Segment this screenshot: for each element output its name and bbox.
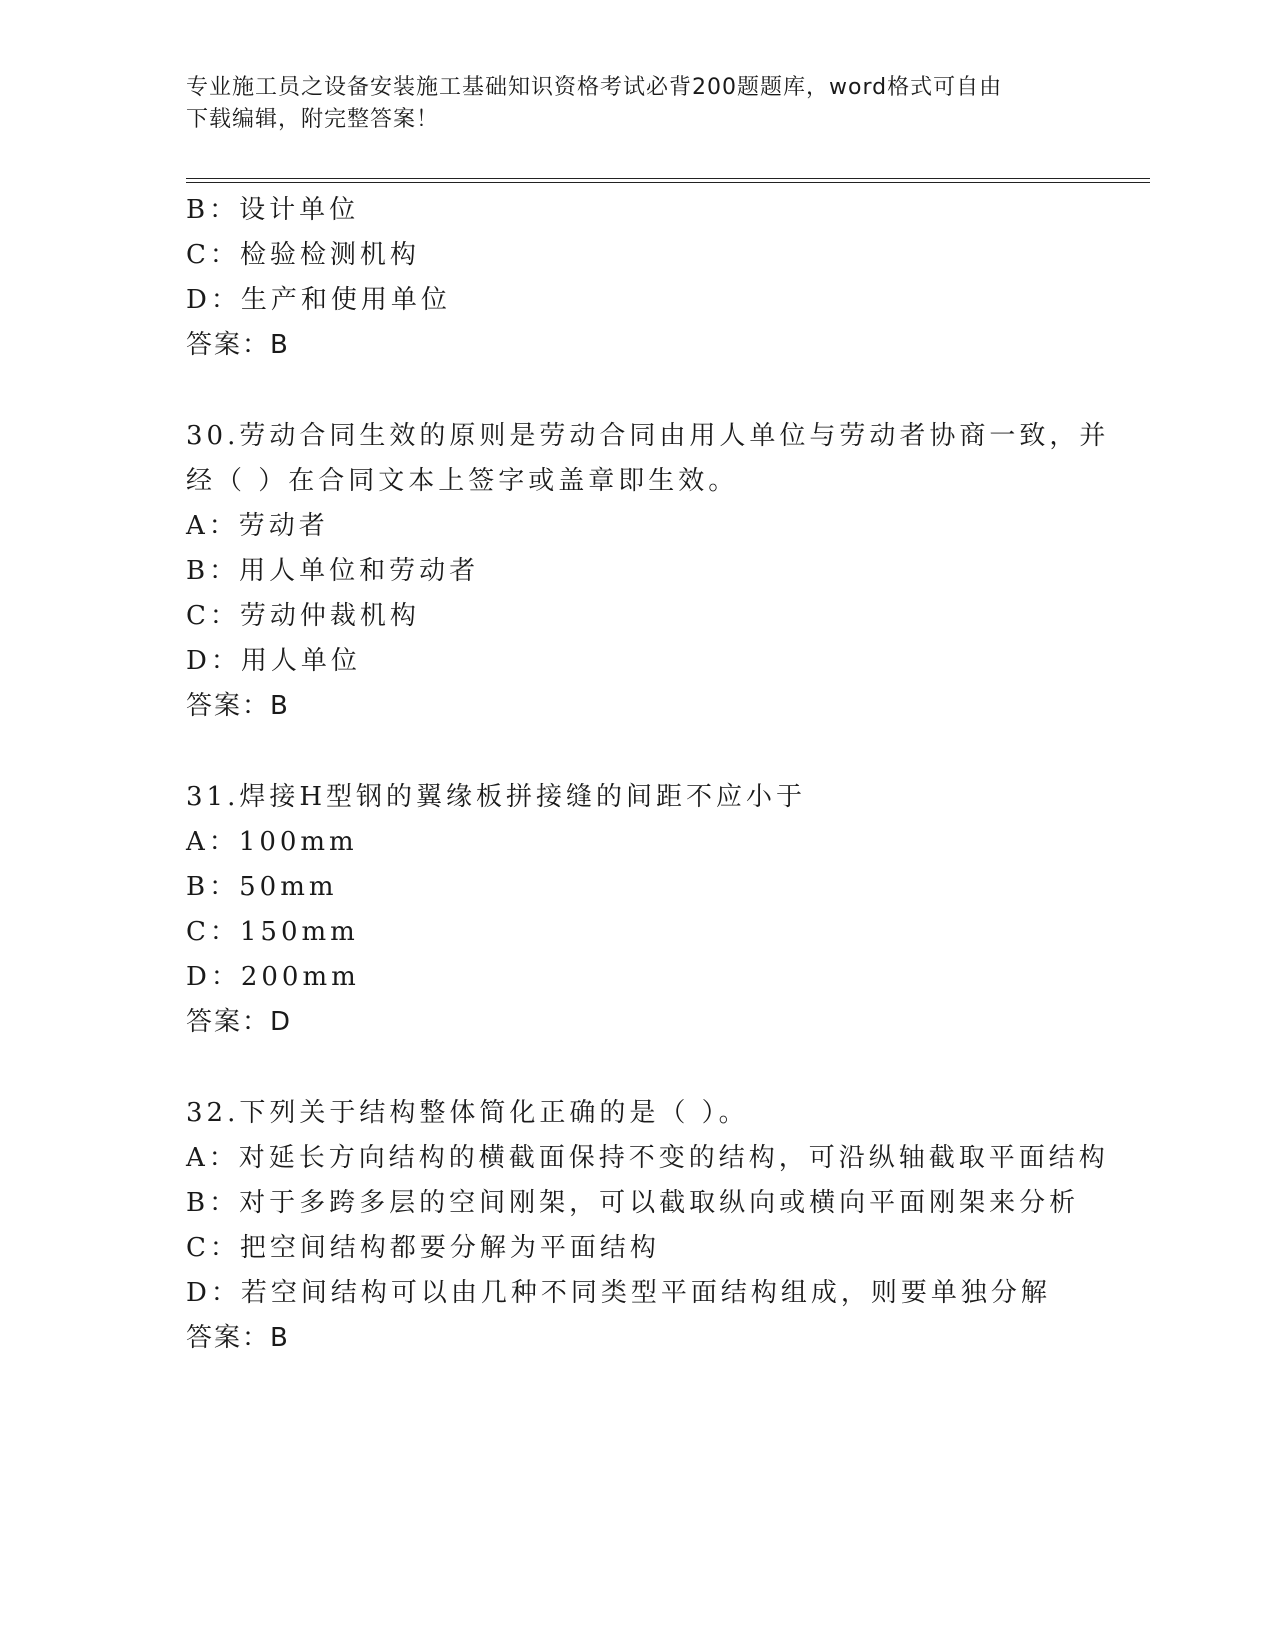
option-d: D：若空间结构可以由几种不同类型平面结构组成，则要单独分解 <box>186 1278 1051 1308</box>
answer-line: 答案：D <box>186 1007 293 1037</box>
answer-line: 答案：B <box>186 691 290 721</box>
answer-line: 答案：B <box>186 1323 290 1353</box>
option-b: B：用人单位和劳动者 <box>186 556 480 586</box>
header-divider-bottom <box>186 182 1150 183</box>
option-c: C：把空间结构都要分解为平面结构 <box>186 1233 660 1263</box>
option-d: D：生产和使用单位 <box>186 285 451 315</box>
question-block-31 <box>186 775 1150 1045</box>
option-c: C：150mm <box>186 917 359 947</box>
option-b: B：50mm <box>186 872 338 902</box>
option-d: D：用人单位 <box>186 646 361 676</box>
option-c: C：检验检测机构 <box>186 240 420 270</box>
option-b: B：设计单位 <box>186 195 360 225</box>
document-header <box>186 72 1086 136</box>
question-block-30 <box>186 414 1150 729</box>
question-content <box>186 188 1150 1361</box>
header-line-1: 专业施工员之设备安装施工基础知识资格考试必背200题题库，word格式可自由 <box>186 75 1003 100</box>
header-line-2: 下载编辑，附完整答案！ <box>186 107 440 132</box>
question-text: 30.劳动合同生效的原则是劳动合同由用人单位与劳动者协商一致，并 <box>186 421 1110 451</box>
answer-line: 答案：B <box>186 330 290 360</box>
option-a: A：100mm <box>186 827 358 857</box>
option-c: C：劳动仲裁机构 <box>186 601 420 631</box>
header-divider-top <box>186 178 1150 179</box>
question-block-32 <box>186 1091 1150 1361</box>
option-d: D：200mm <box>186 962 360 992</box>
question-block-29 <box>186 188 1150 368</box>
option-b: B：对于多跨多层的空间刚架，可以截取纵向或横向平面刚架来分析 <box>186 1188 1080 1218</box>
option-a: A：劳动者 <box>186 511 329 541</box>
question-text: 31.焊接H型钢的翼缘板拼接缝的间距不应小于 <box>186 782 807 812</box>
option-a: A：对延长方向结构的横截面保持不变的结构，可沿纵轴截取平面结构 <box>186 1143 1109 1173</box>
question-text-cont: 经（ ）在合同文本上签字或盖章即生效。 <box>186 466 739 496</box>
question-text: 32.下列关于结构整体简化正确的是（ ）。 <box>186 1098 749 1128</box>
